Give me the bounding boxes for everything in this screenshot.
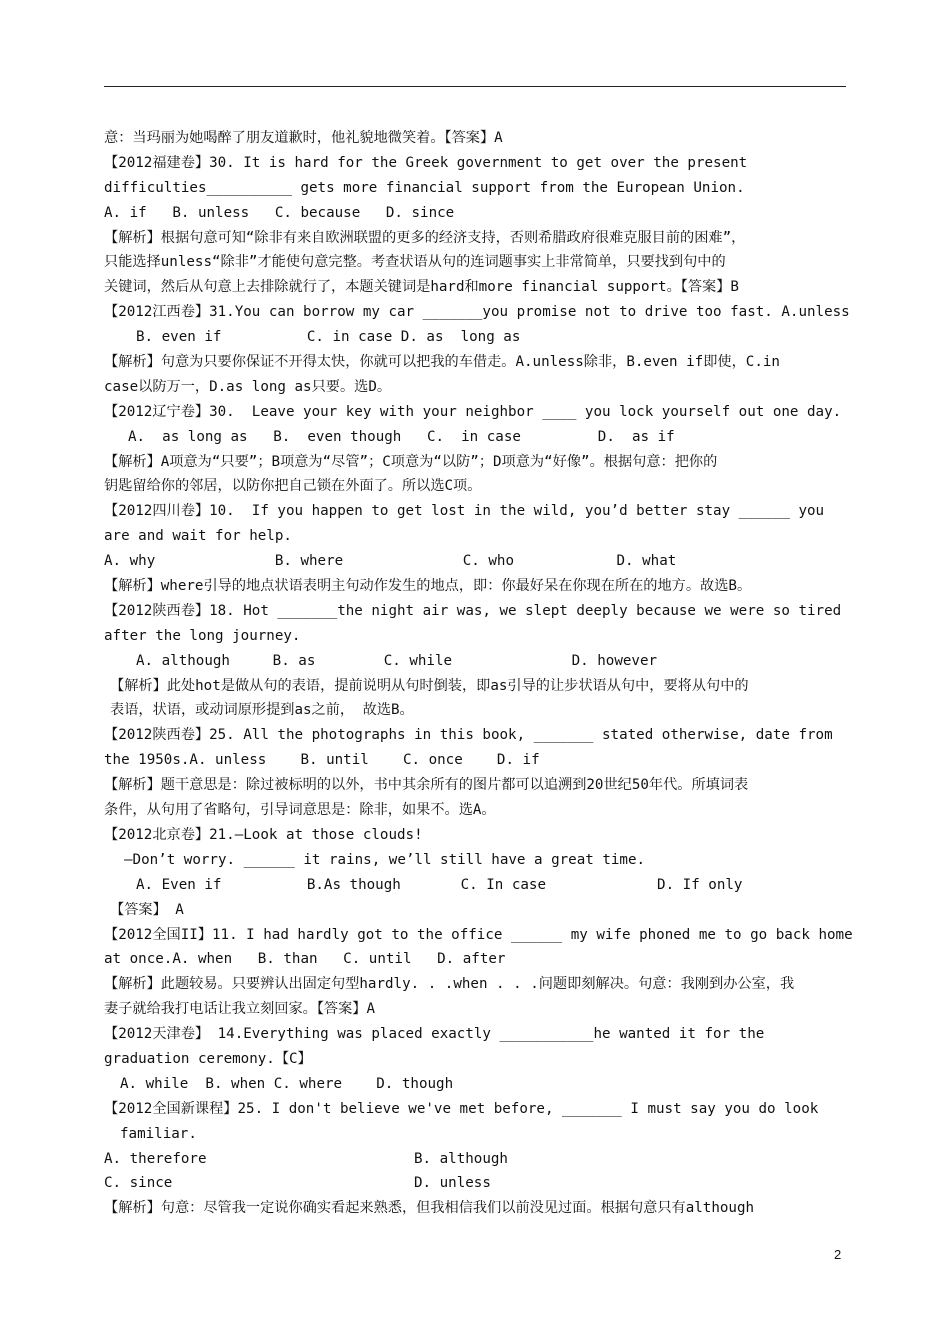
text-line: A. if B. unless C. because D. since <box>104 204 455 221</box>
options-row <box>104 1147 852 1172</box>
text-line: 【2012全国新课程】25. I don't believe we've met before, _______ I must say you do look <box>104 1100 819 1117</box>
text-line: 【2012辽宁卷】30. Leave your key with your neighbor ____ you lock yourself out one day. <box>104 403 842 420</box>
text-line: 【2012陕西卷】18. Hot _______the night air was, we slept deeply because we were so tired <box>104 602 842 619</box>
text-line: A. why B. where C. who D. what <box>104 553 677 570</box>
text-line: 【解析】where引导的地点状语表明主句动作发生的地点，即：你最好呆在你现在所在的地方。故选B。 <box>104 578 752 595</box>
document-body <box>104 126 852 1221</box>
page-number: 2 <box>834 1247 842 1262</box>
text-line: 【解析】A项意为“只要”；B项意为“尽管”；C项意为“以防”；D项意为“好像”。根据句意：把你的 <box>104 453 718 470</box>
text-line: are and wait for help. <box>104 528 292 545</box>
option-d: D. unless <box>414 1175 491 1192</box>
text-line: difficulties__________ gets more financial support from the European Union. <box>104 179 745 196</box>
options-row <box>104 1171 852 1196</box>
header-rule <box>104 86 846 87</box>
text-line: familiar. <box>120 1125 197 1142</box>
text-line: 【解析】此处hot是做从句的表语，提前说明从句时倒装，即as引导的让步状语从句中，要将从句中的 <box>110 677 749 694</box>
text-line: 妻子就给我打电话让我立刻回家。【答案】A <box>104 1001 376 1018</box>
text-line: A. although B. as C. while D. however <box>136 652 658 669</box>
text-line: at once.A. when B. than C. until D. after <box>104 951 506 968</box>
text-line: B. even if C. in case D. as long as <box>136 329 521 346</box>
text-line: after the long journey. <box>104 627 301 644</box>
text-line: 钥匙留给你的邻居，以防你把自己锁在外面了。所以选C项。 <box>104 478 482 495</box>
text-line: the 1950s.A. unless B. until C. once D. if <box>104 752 540 769</box>
text-line: 【2012全国II】11. I had hardly got to the office ______ my wife phoned me to go back home <box>104 926 853 943</box>
text-line: A. while B. when C. where D. though <box>120 1075 454 1092</box>
text-line: 关键词，然后从句意上去排除就行了，本题关键词是hard和more financial support。【答案】B <box>104 279 739 296</box>
text-line: 【解析】句意为只要你保证不开得太快，你就可以把我的车借走。A.unless除非，B.even if即使，C.in <box>104 354 780 371</box>
text-line: 条件，从句用了省略句，引导词意思是：除非，如果不。选A。 <box>104 802 496 819</box>
text-line: 【解析】根据句意可知“除非有来自欧洲联盟的更多的经济支持，否则希腊政府很难克服目前的困难”， <box>104 229 746 246</box>
option-c: C. since <box>104 1175 173 1192</box>
text-line: 【2012江西卷】31.You can borrow my car _______you promise not to drive too fast. A.unless <box>104 304 850 321</box>
text-line: 【2012天津卷】 14.Everything was placed exactly ___________he wanted it for the <box>104 1026 765 1043</box>
text-line: —Don’t worry. ______ it rains, we’ll still have a great time. <box>124 851 646 868</box>
text-line: 【2012北京卷】21.—Look at those clouds! <box>104 826 423 843</box>
text-line: 【解析】题干意思是：除过被标明的以外，书中其余所有的图片都可以追溯到20世纪50年代。所填词表 <box>104 777 749 794</box>
text-line: 【2012四川卷】10. If you happen to get lost in the wild, you’d better stay ______ you <box>104 503 825 520</box>
text-line: 【答案】 A <box>110 901 184 918</box>
text-line: case以防万一，D.as long as只要。选D。 <box>104 378 392 395</box>
option-b: B. although <box>414 1150 508 1167</box>
text-line: 【解析】句意：尽管我一定说你确实看起来熟悉，但我相信我们以前没见过面。根据句意只有although <box>104 1200 755 1217</box>
text-line: 表语，状语，或动词原形提到as之前， 故选B。 <box>110 702 414 719</box>
text-line: 【2012福建卷】30. It is hard for the Greek government to get over the present <box>104 154 748 171</box>
text-line: graduation ceremony.【C】 <box>104 1050 312 1067</box>
text-line: 只能选择unless“除非”才能使句意完整。考查状语从句的连词题事实上非常简单，只要找到句中的 <box>104 254 726 271</box>
option-a: A. therefore <box>104 1150 207 1167</box>
text-line: 【解析】此题较易。只要辨认出固定句型hardly. . .when . . .问题即刻解决。句意：我刚到办公室，我 <box>104 976 795 993</box>
text-line: 【2012陕西卷】25. All the photographs in this book, _______ stated otherwise, date from <box>104 727 833 744</box>
text-line: A. as long as B. even though C. in case D. as if <box>128 428 675 445</box>
text-line: 意：当玛丽为她喝醉了朋友道歉时，他礼貌地微笑着。【答案】A <box>104 130 503 146</box>
text-line: A. Even if B.As though C. In case D. If only <box>136 876 743 893</box>
